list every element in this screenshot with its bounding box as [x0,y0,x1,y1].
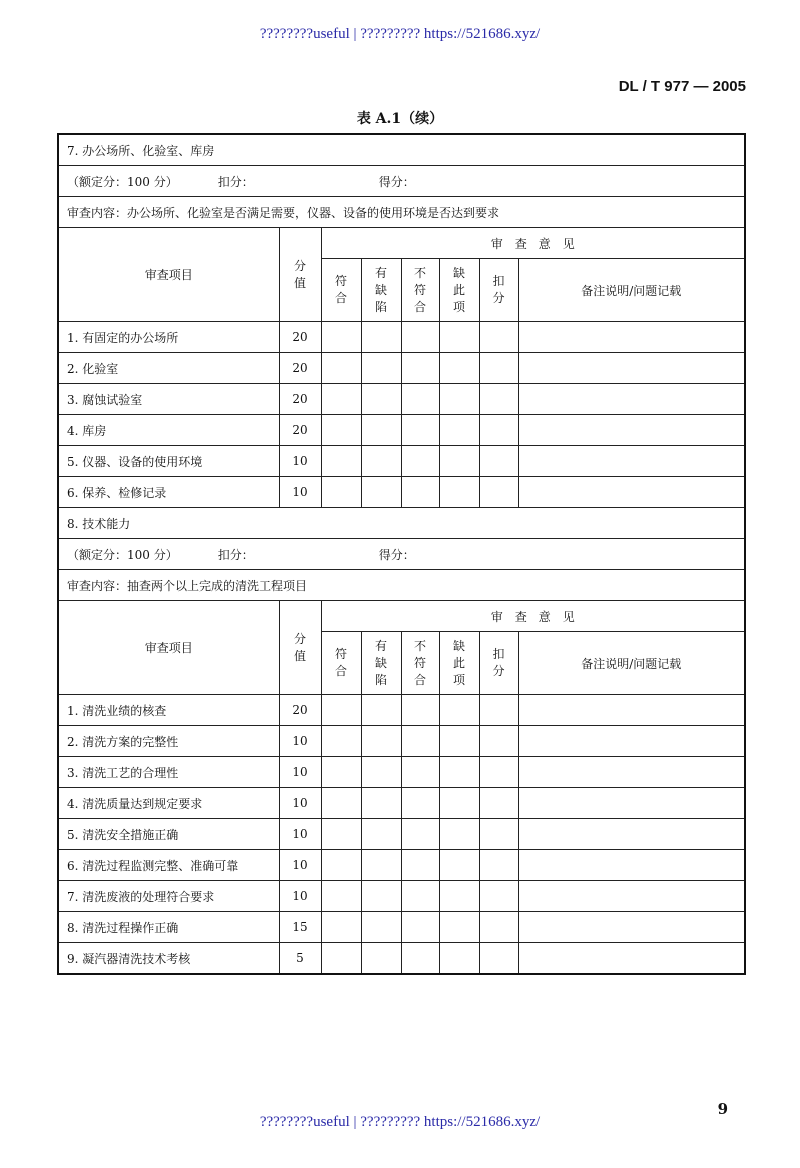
blank-cell [479,695,518,726]
blank-cell [439,415,479,446]
item-name: 3. 腐蚀试验室 [58,384,279,415]
item-score: 10 [279,446,321,477]
blank-cell [321,943,361,975]
blank-cell [401,881,439,912]
blank-cell [518,726,745,757]
table-row [58,943,745,975]
blank-cell [518,384,745,415]
blank-cell [321,477,361,508]
blank-cell [361,788,401,819]
item-name: 3. 清洗工艺的合理性 [58,757,279,788]
item-name: 6. 清洗过程监测完整、准确可靠 [58,850,279,881]
blank-cell [479,446,518,477]
blank-cell [361,757,401,788]
page-number: 9 [717,1100,728,1118]
table-row [58,912,745,943]
blank-cell [518,943,745,975]
score-line [58,539,745,570]
section-title: 8. 技术能力 [58,508,745,539]
blank-cell [401,384,439,415]
header-item: 审查项目 [58,228,279,322]
blank-cell [479,819,518,850]
blank-cell [439,881,479,912]
item-score: 10 [279,881,321,912]
item-score: 10 [279,757,321,788]
header-col: 有 缺 陷 [361,259,401,322]
item-name: 5. 仪器、设备的使用环境 [58,446,279,477]
got-label: 得分： [378,547,415,562]
blank-cell [361,695,401,726]
blank-cell [439,695,479,726]
item-name: 5. 清洗安全措施正确 [58,819,279,850]
blank-cell [361,819,401,850]
blank-cell [401,943,439,975]
table-row [58,446,745,477]
header-opinion: 审 查 意 见 [321,601,745,632]
table-row [58,726,745,757]
table-title: 表 A.1（续） [356,111,444,127]
blank-cell [518,757,745,788]
table-row [58,695,745,726]
watermark-top: ????????useful | ????????? https://521686.xyz/ [259,26,541,42]
blank-cell [479,850,518,881]
blank-cell [401,788,439,819]
rated-score: （额定分：100 分） [67,174,178,189]
blank-cell [401,415,439,446]
blank-cell [479,726,518,757]
blank-cell [361,943,401,975]
blank-cell [439,322,479,353]
blank-cell [479,757,518,788]
blank-cell [439,819,479,850]
blank-cell [479,881,518,912]
score-line [58,166,745,197]
item-name: 4. 库房 [58,415,279,446]
blank-cell [321,415,361,446]
blank-cell [321,322,361,353]
item-name: 2. 化验室 [58,353,279,384]
blank-cell [401,322,439,353]
review-content: 审查内容：抽查两个以上完成的清洗工程项目 [58,570,745,601]
blank-cell [518,477,745,508]
header-col: 扣 分 [479,632,518,695]
header-item: 审查项目 [58,601,279,695]
header-remarks: 备注说明/问题记载 [518,632,745,695]
header-col: 缺 此 项 [439,632,479,695]
blank-cell [479,788,518,819]
table-row [58,415,745,446]
blank-cell [361,912,401,943]
table-row [58,353,745,384]
item-score: 15 [279,912,321,943]
blank-cell [439,850,479,881]
item-score: 10 [279,819,321,850]
blank-cell [439,726,479,757]
item-score: 10 [279,726,321,757]
blank-cell [361,446,401,477]
blank-cell [321,384,361,415]
item-name: 8. 清洗过程操作正确 [58,912,279,943]
blank-cell [401,353,439,384]
blank-cell [401,819,439,850]
blank-cell [321,726,361,757]
blank-cell [518,353,745,384]
table-row [58,322,745,353]
blank-cell [439,446,479,477]
header-col: 符 合 [321,259,361,322]
blank-cell [439,477,479,508]
table-row [58,819,745,850]
blank-cell [518,695,745,726]
blank-cell [439,384,479,415]
item-name: 4. 清洗质量达到规定要求 [58,788,279,819]
blank-cell [479,943,518,975]
blank-cell [361,477,401,508]
header-col: 扣 分 [479,259,518,322]
blank-cell [361,384,401,415]
item-score: 20 [279,695,321,726]
table-row [58,477,745,508]
blank-cell [439,788,479,819]
blank-cell [361,353,401,384]
header-col: 有 缺 陷 [361,632,401,695]
blank-cell [361,415,401,446]
blank-cell [401,695,439,726]
blank-cell [479,912,518,943]
table-row [58,881,745,912]
header-remarks: 备注说明/问题记载 [518,259,745,322]
blank-cell [518,446,745,477]
blank-cell [401,477,439,508]
blank-cell [401,757,439,788]
standard-number: DL / T 977 — 2005 [618,78,746,95]
got-label: 得分： [378,174,415,189]
blank-cell [321,850,361,881]
blank-cell [479,322,518,353]
header-col: 缺 此 项 [439,259,479,322]
item-name: 9. 凝汽器清洗技术考核 [58,943,279,975]
item-score: 10 [279,850,321,881]
item-score: 20 [279,353,321,384]
header-opinion: 审 查 意 见 [321,228,745,259]
blank-cell [321,819,361,850]
table-row [58,850,745,881]
blank-cell [361,850,401,881]
blank-cell [439,757,479,788]
table-row [58,788,745,819]
blank-cell [321,912,361,943]
blank-cell [518,819,745,850]
blank-cell [361,881,401,912]
section-title: 7. 办公场所、化验室、库房 [58,134,745,166]
blank-cell [518,322,745,353]
blank-cell [321,881,361,912]
blank-cell [518,788,745,819]
blank-cell [518,912,745,943]
blank-cell [439,943,479,975]
blank-cell [518,850,745,881]
rated-score: （额定分：100 分） [67,547,178,562]
deduct-label: 扣分： [217,174,254,189]
header-score: 分 值 [279,228,321,322]
deduct-label: 扣分： [217,547,254,562]
blank-cell [518,415,745,446]
audit-table [57,133,746,975]
blank-cell [321,353,361,384]
blank-cell [361,726,401,757]
blank-cell [321,788,361,819]
blank-cell [321,757,361,788]
blank-cell [401,850,439,881]
item-score: 10 [279,477,321,508]
table-row [58,757,745,788]
blank-cell [479,477,518,508]
blank-cell [479,384,518,415]
blank-cell [401,446,439,477]
blank-cell [439,353,479,384]
header-col: 不 符 合 [401,632,439,695]
blank-cell [401,912,439,943]
blank-cell [479,353,518,384]
item-score: 20 [279,384,321,415]
blank-cell [479,415,518,446]
item-score: 5 [279,943,321,975]
header-score: 分 值 [279,601,321,695]
blank-cell [321,446,361,477]
blank-cell [518,881,745,912]
item-name: 6. 保养、检修记录 [58,477,279,508]
watermark-bottom: ????????useful | ????????? https://521686.xyz/ [259,1114,541,1130]
item-name: 1. 有固定的办公场所 [58,322,279,353]
review-content: 审查内容：办公场所、化验室是否满足需要，仪器、设备的使用环境是否达到要求 [58,197,745,228]
header-col: 不 符 合 [401,259,439,322]
blank-cell [321,695,361,726]
table-row [58,384,745,415]
item-name: 2. 清洗方案的完整性 [58,726,279,757]
header-col: 符 合 [321,632,361,695]
item-score: 20 [279,322,321,353]
blank-cell [361,322,401,353]
item-name: 7. 清洗废液的处理符合要求 [58,881,279,912]
item-score: 10 [279,788,321,819]
blank-cell [401,726,439,757]
item-name: 1. 清洗业绩的核查 [58,695,279,726]
item-score: 20 [279,415,321,446]
blank-cell [439,912,479,943]
